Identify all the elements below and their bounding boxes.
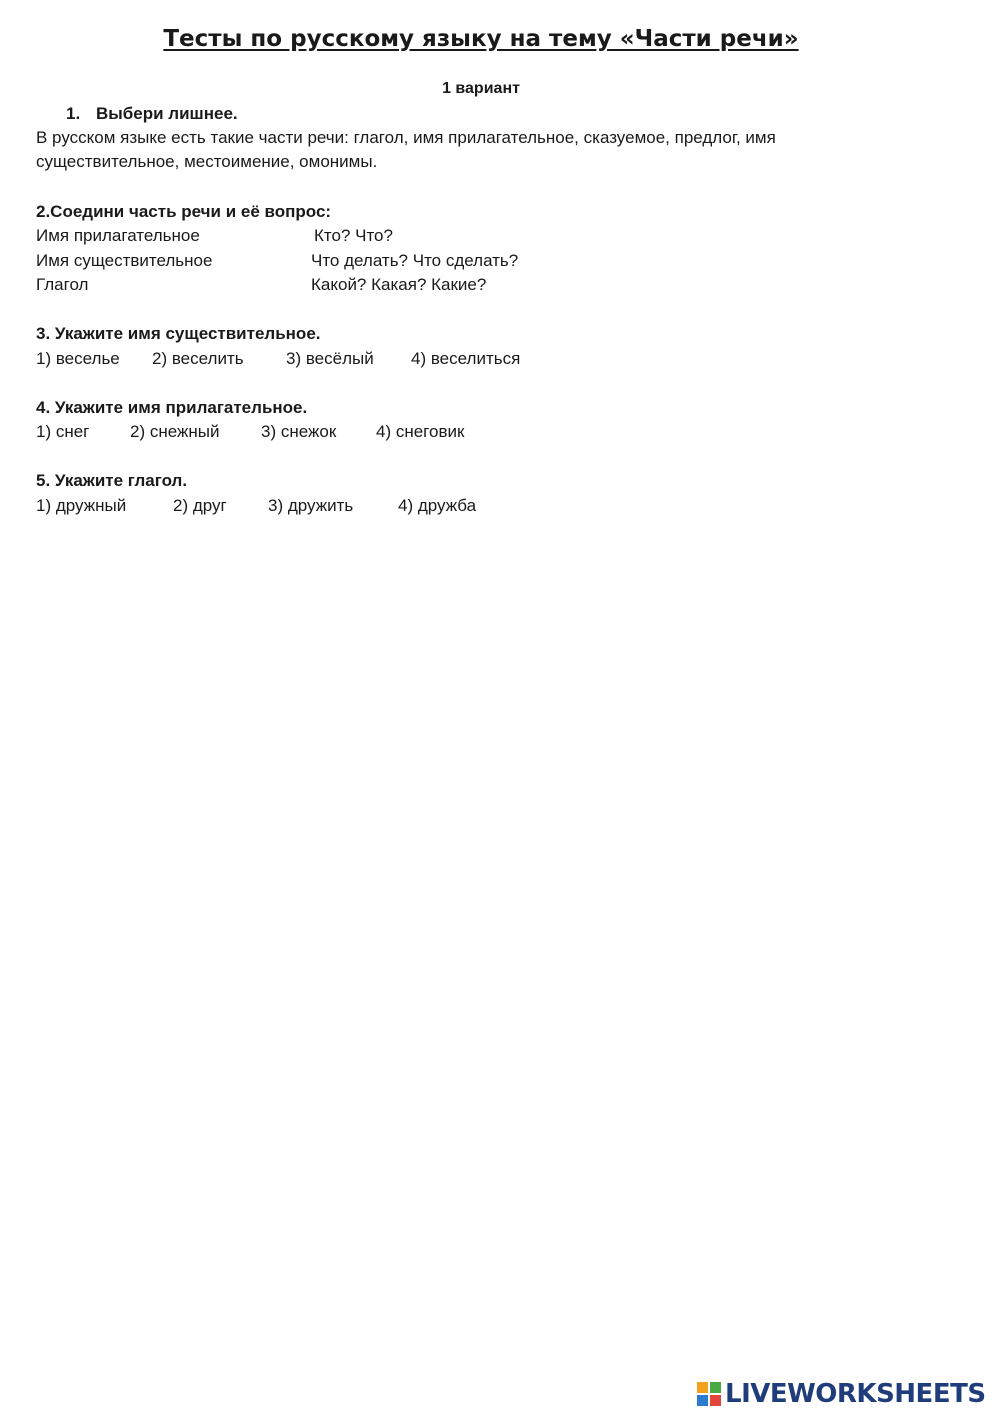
match-left-item[interactable]: Глагол xyxy=(36,275,89,294)
answer-option[interactable]: 3) снежок xyxy=(261,422,337,441)
answer-option[interactable]: 1) снег xyxy=(36,422,90,441)
question-3-heading: 3. Укажите имя существительное. xyxy=(36,324,321,343)
question-1-number: 1. xyxy=(66,104,81,123)
logo-square xyxy=(697,1395,708,1406)
logo-square xyxy=(710,1382,721,1393)
liveworksheets-logo xyxy=(697,1378,986,1410)
answer-option[interactable]: 4) снеговик xyxy=(376,422,465,441)
answer-option[interactable]: 1) дружный xyxy=(36,496,127,515)
question-5-heading: 5. Укажите глагол. xyxy=(36,471,188,490)
logo-squares-icon xyxy=(697,1382,721,1406)
answer-option[interactable]: 2) друг xyxy=(173,496,227,515)
logo-text: LIVEWORKSHEETS xyxy=(725,1379,986,1409)
answer-option[interactable]: 1) веселье xyxy=(36,349,120,368)
document-title: Тесты по русскому языку на тему «Части речи» xyxy=(163,26,799,52)
answer-option[interactable]: 4) дружба xyxy=(398,496,477,515)
match-left-item[interactable]: Имя прилагательное xyxy=(36,226,200,245)
question-1-heading: Выбери лишнее. xyxy=(96,104,238,123)
match-right-item[interactable]: Кто? Что? xyxy=(314,226,393,245)
answer-option[interactable]: 2) снежный xyxy=(130,422,220,441)
match-left-item[interactable]: Имя существительное xyxy=(36,251,213,270)
logo-square xyxy=(710,1395,721,1406)
match-right-item[interactable]: Что делать? Что сделать? xyxy=(311,251,519,270)
logo-square xyxy=(697,1382,708,1393)
question-1-text-line-1: В русском языке есть такие части речи: глагол, имя прилагательное, сказуемое, предлог, имя xyxy=(36,128,776,147)
match-right-item[interactable]: Какой? Какая? Какие? xyxy=(311,275,487,294)
answer-option[interactable]: 3) весёлый xyxy=(286,349,374,368)
question-1-text-line-2: существительное, местоимение, омонимы. xyxy=(36,152,378,171)
question-4-heading: 4. Укажите имя прилагательное. xyxy=(36,398,308,417)
answer-option[interactable]: 2) веселить xyxy=(152,349,244,368)
answer-option[interactable]: 4) веселиться xyxy=(411,349,521,368)
question-2-heading: 2.Соедини часть речи и её вопрос: xyxy=(36,202,332,221)
variant-label: 1 вариант xyxy=(442,80,520,97)
answer-option[interactable]: 3) дружить xyxy=(268,496,354,515)
